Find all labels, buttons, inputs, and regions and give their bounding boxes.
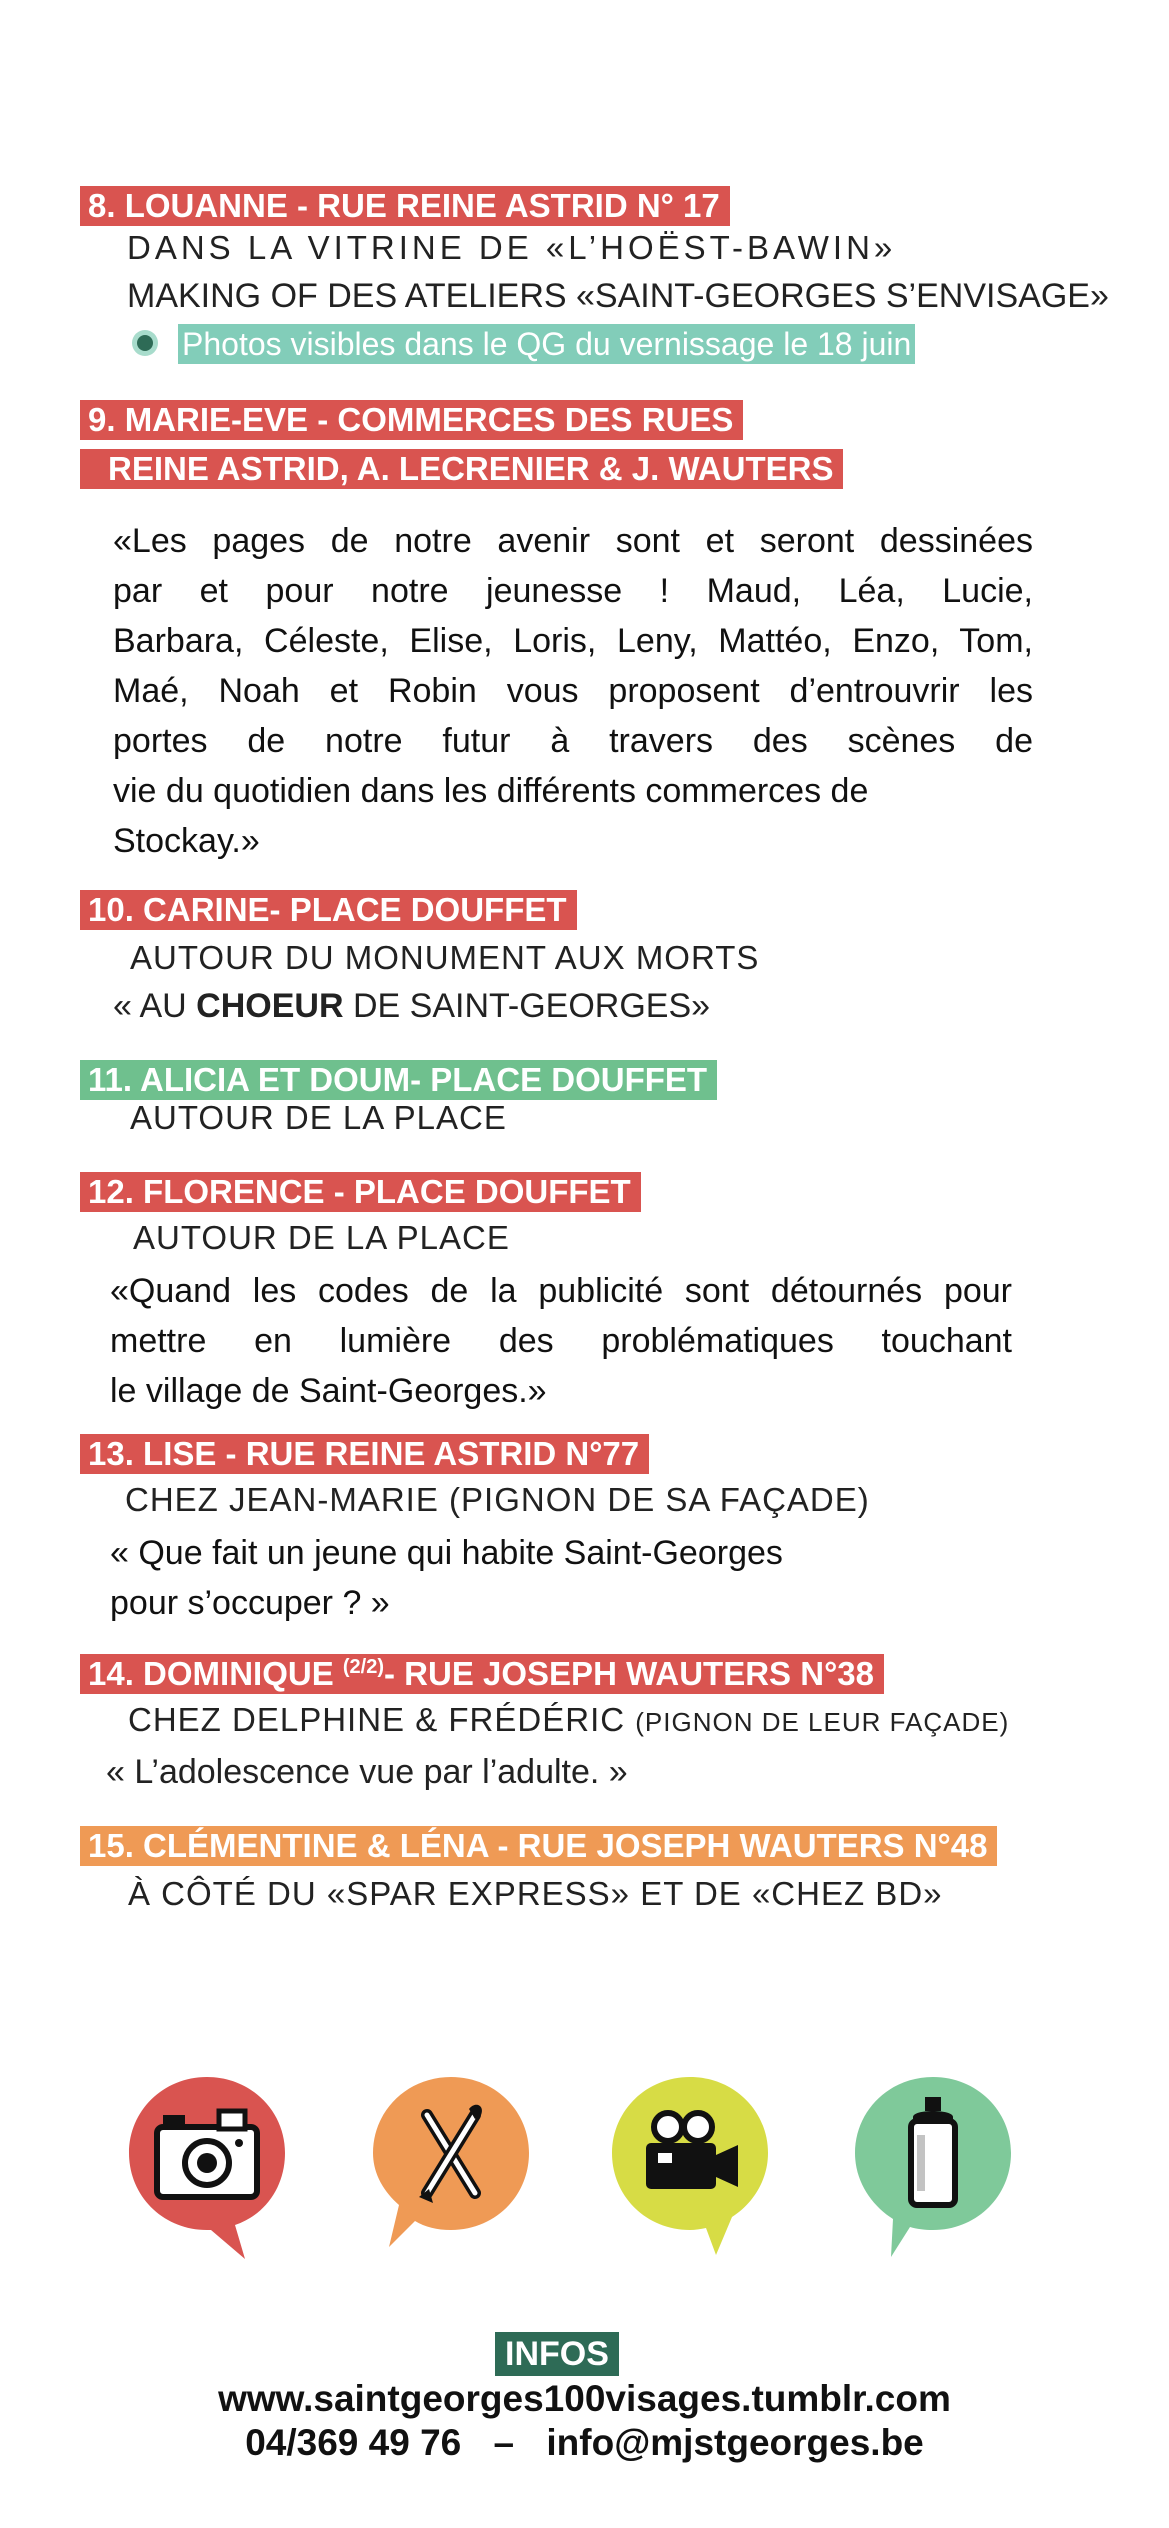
- section-10-title: 10. CARINE- PLACE DOUFFET: [80, 890, 577, 930]
- quote-line: portes de notre futur à travers des scènes de: [113, 722, 1033, 760]
- quote-line: «Quand les codes de la publicité sont détournés pour: [110, 1272, 1012, 1310]
- section-15-title: 15. CLÉMENTINE & LÉNA - RUE JOSEPH WAUTERS N°48: [80, 1826, 997, 1866]
- quote-line: Barbara, Céleste, Elise, Loris, Leny, Mattéo, Enzo, Tom,: [113, 622, 1033, 660]
- section-15-location: À CÔTÉ DU «SPAR EXPRESS» ET DE «CHEZ BD»: [128, 1875, 943, 1912]
- section-12-location: AUTOUR DE LA PLACE: [133, 1219, 510, 1256]
- phone-number[interactable]: 04/369 49 76: [245, 2422, 462, 2463]
- email-link[interactable]: info@mjstgeorges.be: [546, 2422, 924, 2463]
- quote-line: Maé, Noah et Robin vous proposent d’entrouvrir les: [113, 672, 1033, 710]
- section-12-title: 12. FLORENCE - PLACE DOUFFET: [80, 1172, 641, 1212]
- quote-line: pour s’occuper ? »: [110, 1584, 390, 1622]
- section-13-title: 13. LISE - RUE REINE ASTRID N°77: [80, 1434, 649, 1474]
- section-10-location: AUTOUR DU MONUMENT AUX MORTS: [130, 939, 760, 976]
- brush-pencil-icon: [371, 2075, 531, 2260]
- section-14-location: CHEZ DELPHINE & FRÉDÉRIC (PIGNON DE LEUR FAÇADE): [128, 1701, 1010, 1738]
- quote-line: Stockay.»: [113, 822, 260, 860]
- section-10-quote: « AU CHOEUR DE SAINT-GEORGES»: [113, 987, 711, 1025]
- section-9-title-line2: REINE ASTRID, A. LECRENIER & J. WAUTERS: [80, 449, 843, 489]
- quote-line: «Les pages de notre avenir sont et seront dessinées: [113, 522, 1033, 560]
- spray-can-icon: [853, 2075, 1013, 2260]
- section-13-location: CHEZ JEAN-MARIE (PIGNON DE SA FAÇADE): [125, 1481, 870, 1518]
- section-11-title: 11. ALICIA ET DOUM- PLACE DOUFFET: [80, 1060, 717, 1100]
- contact-line: [0, 2420, 1169, 2466]
- section-8-note: Photos visibles dans le QG du vernissage le 18 juin: [178, 324, 915, 364]
- section-9-title-line1: 9. MARIE-EVE - COMMERCES DES RUES: [80, 400, 743, 440]
- section-12-quote: [110, 1266, 1012, 1416]
- website-link[interactable]: www.saintgeorges100visages.tumblr.com: [218, 2378, 951, 2419]
- video-camera-icon: [610, 2075, 770, 2260]
- quote-line: par et pour notre jeunesse ! Maud, Léa, Lucie,: [113, 572, 1033, 610]
- section-11-location: AUTOUR DE LA PLACE: [130, 1099, 507, 1136]
- section-14-quote: « L’adolescence vue par l’adulte. »: [106, 1753, 628, 1791]
- bullet-dot-icon: [130, 328, 160, 358]
- camera-icon: [127, 2075, 287, 2260]
- section-8-subtitle: MAKING OF DES ATELIERS «SAINT-GEORGES S’ENVISAGE»: [127, 277, 1109, 315]
- quote-line: vie du quotidien dans les différents commerces de: [113, 772, 869, 810]
- section-9-quote: [113, 516, 1033, 866]
- quote-line: mettre en lumière des problématiques touchant: [110, 1322, 1012, 1360]
- separator: –: [493, 2422, 515, 2463]
- infos-label: INFOS: [495, 2332, 619, 2376]
- section-13-quote: [110, 1528, 1010, 1628]
- section-8-title: 8. LOUANNE - RUE REINE ASTRID N° 17: [80, 186, 730, 226]
- section-14-title: 14. DOMINIQUE $^{(2/2)}$- RUE JOSEPH WAUTERS N°38: [80, 1654, 884, 1694]
- quote-line: le village de Saint-Georges.»: [110, 1372, 547, 1410]
- section-8-location: DANS LA VITRINE DE «L’HOËST-BAWIN»: [127, 229, 897, 266]
- quote-line: « Que fait un jeune qui habite Saint-Georges: [110, 1534, 783, 1572]
